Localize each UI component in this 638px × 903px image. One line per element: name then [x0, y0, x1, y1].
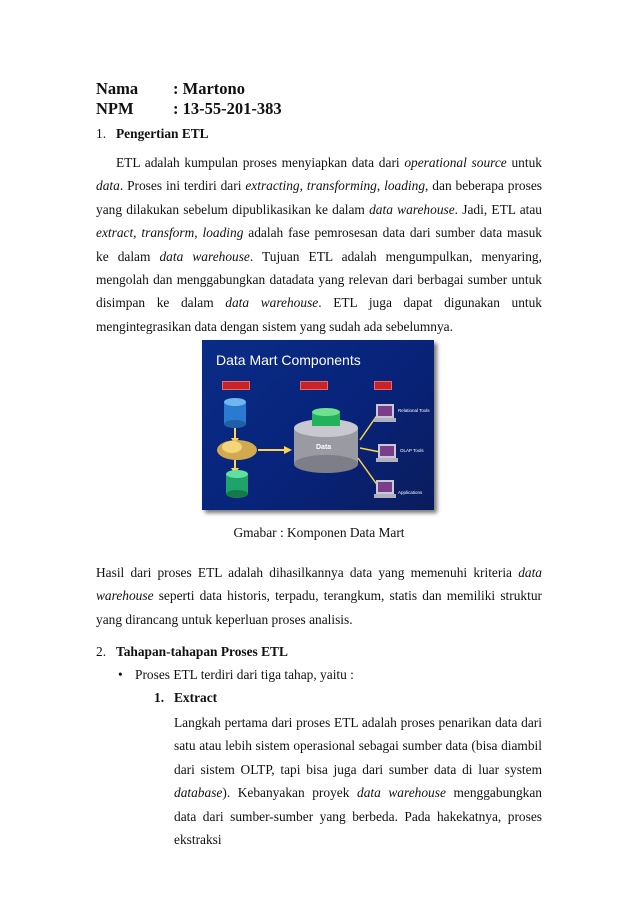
data-mart-figure [202, 340, 434, 510]
figure-label-relational: Relational Tools [398, 408, 430, 413]
section1-paragraph1-run: data warehouse [159, 248, 250, 264]
section2-paragraph-run: ). Kebanyakan proyek [222, 785, 357, 801]
section1-paragraph1-run: data [96, 178, 120, 194]
section-2-number: 2. [96, 644, 107, 659]
computer-1-icon [374, 404, 396, 422]
data-cylinder-icon [294, 408, 358, 473]
figure-title: Data Mart Components [216, 352, 361, 368]
section1-paragraph1-run: . ETL juga dapat digunakan untuk mengintegrasikan data dengan sistem yang sudah ada sebelumnya. [96, 295, 542, 334]
computer-3-icon [374, 480, 396, 498]
transform-cloud-icon [217, 440, 257, 460]
section1-paragraph1-run: data warehouse [225, 295, 319, 311]
figure-caption: Gmabar : Komponen Data Mart [233, 525, 405, 540]
figure-label-applications: Applications [398, 490, 423, 495]
section2-paragraph-run: data warehouse [357, 785, 446, 801]
section-2-title: Tahapan-tahapan Proses ETL [116, 644, 288, 659]
section1-paragraph1-run: , [376, 178, 385, 194]
nama-value: : Martono [173, 79, 245, 98]
section2-paragraph-run: database [174, 785, 223, 801]
bullet-text: Proses ETL terdiri dari tiga tahap, yaitu : [135, 667, 354, 682]
section1-paragraph1-run: ETL adalah kumpulan proses menyiapkan data dari [116, 155, 405, 170]
figure-label-olap: OLAP Tools [400, 448, 424, 453]
section1-paragraph1-run: . Proses ini terdiri dari [119, 178, 246, 194]
section1-paragraph2-run: data warehouse [96, 565, 542, 604]
section-1-paragraph [96, 151, 542, 338]
figure-diagram [202, 340, 434, 510]
section1-paragraph1-run: extracting [245, 178, 300, 194]
section-1-number: 1. [96, 126, 107, 141]
section1-paragraph1-run: adalah fase pemrosesan data dari sumber data masuk ke dalam [96, 225, 542, 264]
section1-paragraph1-run: loading [384, 178, 426, 194]
source-cylinder-bottom-icon [226, 470, 248, 498]
section1-paragraph2-run: Hasil dari proses ETL adalah dihasilkannya data yang memenuhi kriteria [96, 565, 519, 580]
bullet-icon: • [118, 667, 123, 682]
source-cylinder-top-icon [224, 398, 246, 428]
section1-paragraph1-run: , dan beberapa proses yang dilakukan sebelum dipublikasikan ke dalam [96, 178, 542, 217]
nama-label: Nama [96, 79, 139, 98]
npm-value: : 13-55-201-383 [173, 99, 282, 118]
extract-paragraph [174, 711, 542, 851]
sub-title: Extract [174, 690, 218, 705]
sub-number: 1. [154, 690, 165, 705]
section2-paragraph-run: Langkah pertama dari proses ETL adalah proses penarikan data dari satu atau lebih sistem operasional sebagai sumber data (bisa diambil dari sistem OLTP, tapi bisa juga dari sumber data di luar system [174, 715, 542, 777]
section1-paragraph1-run: untuk [506, 155, 542, 170]
section2-paragraph-run: menggabungkan data dari sumber-sumber yang berbeda. Pada hakekatnya, proses ekstraksi [174, 785, 542, 848]
section1-paragraph1-run: . Jadi, ETL atau [454, 201, 542, 217]
section1-paragraph2-run: seperti data historis, terpadu, terangkum, statis dan memiliki struktur yang dirancang untuk keperluan proses analisis. [96, 588, 542, 627]
npm-label: NPM [96, 99, 134, 118]
section1-paragraph1-run: extract, transform, loading [96, 225, 244, 241]
section-1-paragraph-2 [96, 561, 542, 631]
section1-paragraph1-run: , [299, 178, 307, 194]
figure-center-label: Data [316, 444, 332, 451]
section1-paragraph1-run: data warehouse [369, 201, 455, 217]
section-1-title: Pengertian ETL [116, 126, 209, 141]
section1-paragraph1-run: operational source [404, 155, 507, 170]
section1-paragraph1-run: . Tujuan ETL adalah mengumpulkan, menyaring, mengolah dan menggabungkan datadata yang relevan dari berbagai sumber untuk disimpan ke dalam [96, 248, 542, 311]
section1-paragraph1-run: transforming [306, 178, 377, 194]
computer-2-icon [376, 444, 398, 462]
